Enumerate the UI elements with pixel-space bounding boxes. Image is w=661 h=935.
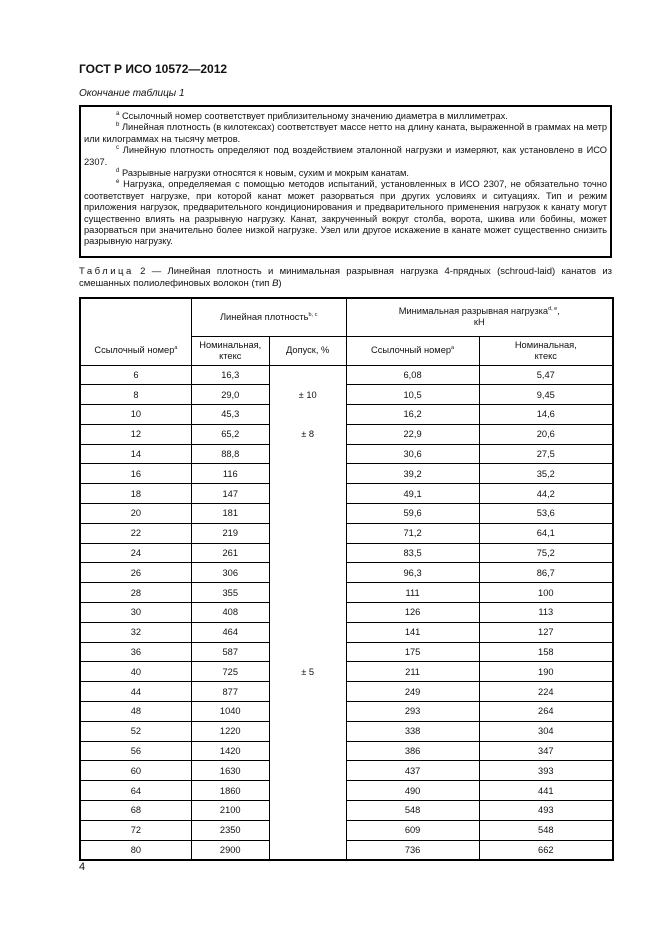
table-row bbox=[80, 543, 613, 563]
cell-nominal-ktex: 877 bbox=[191, 682, 269, 702]
cell-tolerance bbox=[269, 702, 346, 722]
cell-nominal-ktex: 1860 bbox=[191, 781, 269, 801]
footnote-text: Линейную плотность определяют под воздействием эталонной нагрузки и измеряют, как установлено в ИСО 2307. bbox=[84, 145, 608, 167]
cell-nominal-ktex: 1220 bbox=[191, 721, 269, 741]
cell-nominal-ktex: 45,3 bbox=[191, 405, 269, 425]
cell-break-nominal: 190 bbox=[479, 662, 613, 682]
cell-tolerance bbox=[269, 781, 346, 801]
cell-nominal-ktex: 408 bbox=[191, 603, 269, 623]
cell-ref-number: 26 bbox=[80, 563, 191, 583]
cell-nominal-ktex: 2100 bbox=[191, 801, 269, 821]
footnote bbox=[84, 145, 607, 168]
cell-nominal-ktex: 1630 bbox=[191, 761, 269, 781]
cell-break-nominal: 548 bbox=[479, 820, 613, 840]
cell-ref-number: 16 bbox=[80, 464, 191, 484]
cell-break-ref: 490 bbox=[346, 781, 479, 801]
table-row bbox=[80, 385, 613, 405]
table-continuation-caption: Окончание таблицы 1 bbox=[79, 88, 185, 99]
footnote-mark: c bbox=[116, 145, 119, 152]
cell-break-ref: 30,6 bbox=[346, 444, 479, 464]
cell-ref-number: 44 bbox=[80, 682, 191, 702]
cell-tolerance bbox=[269, 622, 346, 642]
cell-nominal-ktex: 16,3 bbox=[191, 365, 269, 385]
footnote bbox=[84, 179, 607, 247]
cell-break-ref: 22,9 bbox=[346, 424, 479, 444]
caption-text-end: ) bbox=[278, 278, 282, 289]
cell-tolerance bbox=[269, 741, 346, 761]
cell-break-ref: 736 bbox=[346, 840, 479, 860]
table-row bbox=[80, 365, 613, 385]
table-row bbox=[80, 504, 613, 524]
header-tolerance: Допуск, % bbox=[269, 336, 346, 365]
footnote-mark: a bbox=[116, 110, 120, 117]
cell-ref-number: 56 bbox=[80, 741, 191, 761]
cell-break-ref: 437 bbox=[346, 761, 479, 781]
cell-ref-number: 72 bbox=[80, 820, 191, 840]
cell-break-ref: 59,6 bbox=[346, 504, 479, 524]
cell-break-nominal: 662 bbox=[479, 840, 613, 860]
table-row bbox=[80, 721, 613, 741]
cell-break-ref: 10,5 bbox=[346, 385, 479, 405]
footnote-mark: d bbox=[116, 167, 120, 174]
cell-break-nominal: 304 bbox=[479, 721, 613, 741]
cell-ref-number: 28 bbox=[80, 583, 191, 603]
cell-break-ref: 96,3 bbox=[346, 563, 479, 583]
footnote-text: Ссылочный номер соответствует приблизительному значению диаметра в миллиметрах. bbox=[121, 111, 508, 121]
cell-nominal-ktex: 725 bbox=[191, 662, 269, 682]
cell-ref-number: 12 bbox=[80, 424, 191, 444]
cell-nominal-ktex: 2350 bbox=[191, 820, 269, 840]
table-row bbox=[80, 840, 613, 860]
cell-tolerance bbox=[269, 820, 346, 840]
cell-break-ref: 71,2 bbox=[346, 523, 479, 543]
caption-text: — Линейная плотность и минимальная разрывная нагрузка 4-прядных (schroud-laid) канатов из смешанных полиолефиновых волокон (тип bbox=[79, 266, 613, 289]
cell-ref-number: 48 bbox=[80, 702, 191, 722]
cell-break-ref: 293 bbox=[346, 702, 479, 722]
cell-ref-number: 52 bbox=[80, 721, 191, 741]
cell-tolerance bbox=[269, 603, 346, 623]
table-row bbox=[80, 464, 613, 484]
cell-nominal-ktex: 587 bbox=[191, 642, 269, 662]
cell-break-ref: 609 bbox=[346, 820, 479, 840]
cell-tolerance bbox=[269, 484, 346, 504]
footnote-text: Разрывные нагрузки относятся к новым, сухим и мокрым канатам. bbox=[121, 168, 409, 179]
cell-ref-number: 14 bbox=[80, 444, 191, 464]
cell-break-nominal: 20,6 bbox=[479, 424, 613, 444]
cell-break-ref: 141 bbox=[346, 622, 479, 642]
cell-tolerance bbox=[269, 504, 346, 524]
cell-break-ref: 548 bbox=[346, 801, 479, 821]
caption-type-letter: B bbox=[272, 278, 279, 289]
cell-tolerance: ± 8 bbox=[269, 424, 346, 444]
cell-ref-number: 64 bbox=[80, 781, 191, 801]
cell-tolerance bbox=[269, 761, 346, 781]
table-row bbox=[80, 682, 613, 702]
footnote-mark: e bbox=[116, 179, 120, 186]
footnote bbox=[84, 168, 607, 179]
table-row bbox=[80, 444, 613, 464]
table-row bbox=[80, 702, 613, 722]
table-footnotes-box bbox=[79, 105, 612, 258]
table-row bbox=[80, 761, 613, 781]
cell-nominal-ktex: 261 bbox=[191, 543, 269, 563]
cell-ref-number: 6 bbox=[80, 365, 191, 385]
cell-nominal-ktex: 464 bbox=[191, 622, 269, 642]
cell-nominal-ktex: 355 bbox=[191, 583, 269, 603]
header-break-nominal: Номинальная, ктекс bbox=[479, 336, 613, 365]
table-row bbox=[80, 801, 613, 821]
cell-break-ref: 16,2 bbox=[346, 405, 479, 425]
cell-break-nominal: 35,2 bbox=[479, 464, 613, 484]
cell-break-nominal: 5,47 bbox=[479, 365, 613, 385]
header-ref-number: Ссылочный номер$^a$ bbox=[80, 298, 191, 365]
cell-tolerance bbox=[269, 405, 346, 425]
footnote-text: Нагрузка, определяемая с помощью методов испытаний, установленных в ИСО 2307, не обязательно точно соответствует нагрузке, при которой канат может разорваться при других условиях и ситуациях. Тип и режим приложения нагрузок, предварительного кондиционирования и предварительного применения нагрузок к канату могут существенно влиять на разрывную нагрузку. Канат, закрученный вокруг столба, ворота, шкива или бобины, может разорваться при значительно более низкой нагрузке. Узел или другое искажение в канате может существенно снизить разрывную нагрузку. bbox=[84, 179, 607, 247]
cell-ref-number: 36 bbox=[80, 642, 191, 662]
cell-nominal-ktex: 29,0 bbox=[191, 385, 269, 405]
page-number: 4 bbox=[79, 861, 86, 873]
table-row bbox=[80, 523, 613, 543]
cell-break-ref: 249 bbox=[346, 682, 479, 702]
footnote-text: Линейная плотность (в килотексах) соответствует массе нетто на длину каната, выраженной в граммах на метр или килограммах на тысячу метров. bbox=[84, 122, 607, 144]
cell-nominal-ktex: 181 bbox=[191, 504, 269, 524]
table-row bbox=[80, 741, 613, 761]
cell-break-nominal: 27,5 bbox=[479, 444, 613, 464]
cell-break-nominal: 9,45 bbox=[479, 385, 613, 405]
cell-break-nominal: 441 bbox=[479, 781, 613, 801]
cell-break-nominal: 347 bbox=[479, 741, 613, 761]
table-row bbox=[80, 405, 613, 425]
cell-break-ref: 175 bbox=[346, 642, 479, 662]
cell-break-ref: 386 bbox=[346, 741, 479, 761]
table-row bbox=[80, 583, 613, 603]
cell-tolerance bbox=[269, 563, 346, 583]
cell-nominal-ktex: 306 bbox=[191, 563, 269, 583]
cell-break-ref: 49,1 bbox=[346, 484, 479, 504]
cell-nominal-ktex: 1420 bbox=[191, 741, 269, 761]
table-row bbox=[80, 781, 613, 801]
table-row bbox=[80, 484, 613, 504]
cell-ref-number: 20 bbox=[80, 504, 191, 524]
cell-break-nominal: 100 bbox=[479, 583, 613, 603]
table-row bbox=[80, 642, 613, 662]
cell-tolerance bbox=[269, 523, 346, 543]
cell-break-nominal: 44,2 bbox=[479, 484, 613, 504]
table-row bbox=[80, 563, 613, 583]
cell-ref-number: 24 bbox=[80, 543, 191, 563]
cell-break-ref: 211 bbox=[346, 662, 479, 682]
cell-break-nominal: 113 bbox=[479, 603, 613, 623]
cell-tolerance bbox=[269, 543, 346, 563]
table-row bbox=[80, 622, 613, 642]
cell-nominal-ktex: 88,8 bbox=[191, 444, 269, 464]
header-nominal-ktex: Номинальная, ктекс bbox=[191, 336, 269, 365]
cell-tolerance: ± 10 bbox=[269, 385, 346, 405]
cell-break-nominal: 264 bbox=[479, 702, 613, 722]
table-row bbox=[80, 603, 613, 623]
footnote-mark: b bbox=[116, 122, 120, 129]
document-header: ГОСТ Р ИСО 10572—2012 bbox=[79, 62, 228, 76]
header-break-ref-number: Ссылочный номер$^a$ bbox=[346, 336, 479, 365]
cell-ref-number: 30 bbox=[80, 603, 191, 623]
cell-tolerance bbox=[269, 444, 346, 464]
cell-tolerance bbox=[269, 583, 346, 603]
data-table bbox=[79, 297, 614, 861]
cell-break-nominal: 158 bbox=[479, 642, 613, 662]
table-caption bbox=[79, 266, 612, 290]
cell-tolerance bbox=[269, 642, 346, 662]
cell-ref-number: 18 bbox=[80, 484, 191, 504]
caption-number: 2 bbox=[140, 266, 146, 277]
cell-break-nominal: 14,6 bbox=[479, 405, 613, 425]
cell-nominal-ktex: 147 bbox=[191, 484, 269, 504]
cell-ref-number: 10 bbox=[80, 405, 191, 425]
header-min-breaking-load: Минимальная разрывная нагрузка$^{d, e}$, кН bbox=[346, 298, 613, 336]
cell-break-ref: 39,2 bbox=[346, 464, 479, 484]
cell-tolerance: ± 5 bbox=[269, 662, 346, 682]
cell-ref-number: 80 bbox=[80, 840, 191, 860]
cell-break-nominal: 493 bbox=[479, 801, 613, 821]
cell-break-ref: 83,5 bbox=[346, 543, 479, 563]
cell-break-nominal: 224 bbox=[479, 682, 613, 702]
cell-nominal-ktex: 2900 bbox=[191, 840, 269, 860]
caption-label: Таблица bbox=[79, 266, 134, 277]
cell-break-nominal: 86,7 bbox=[479, 563, 613, 583]
cell-break-nominal: 53,6 bbox=[479, 504, 613, 524]
cell-break-ref: 111 bbox=[346, 583, 479, 603]
cell-nominal-ktex: 65,2 bbox=[191, 424, 269, 444]
cell-break-ref: 6,08 bbox=[346, 365, 479, 385]
table-row bbox=[80, 424, 613, 444]
cell-ref-number: 40 bbox=[80, 662, 191, 682]
cell-ref-number: 22 bbox=[80, 523, 191, 543]
header-linear-density: Линейная плотность$^{b, c}$ bbox=[191, 298, 346, 336]
cell-break-ref: 338 bbox=[346, 721, 479, 741]
footnote bbox=[84, 111, 607, 122]
cell-ref-number: 60 bbox=[80, 761, 191, 781]
cell-tolerance bbox=[269, 682, 346, 702]
cell-break-nominal: 75,2 bbox=[479, 543, 613, 563]
cell-ref-number: 32 bbox=[80, 622, 191, 642]
cell-tolerance bbox=[269, 464, 346, 484]
cell-break-nominal: 127 bbox=[479, 622, 613, 642]
table-row bbox=[80, 820, 613, 840]
cell-nominal-ktex: 219 bbox=[191, 523, 269, 543]
cell-tolerance bbox=[269, 840, 346, 860]
cell-ref-number: 8 bbox=[80, 385, 191, 405]
cell-break-ref: 126 bbox=[346, 603, 479, 623]
table-row bbox=[80, 662, 613, 682]
footnote bbox=[84, 122, 607, 145]
cell-break-nominal: 393 bbox=[479, 761, 613, 781]
cell-tolerance bbox=[269, 721, 346, 741]
cell-ref-number: 68 bbox=[80, 801, 191, 821]
cell-tolerance bbox=[269, 801, 346, 821]
cell-break-nominal: 64,1 bbox=[479, 523, 613, 543]
cell-tolerance bbox=[269, 365, 346, 385]
cell-nominal-ktex: 116 bbox=[191, 464, 269, 484]
cell-nominal-ktex: 1040 bbox=[191, 702, 269, 722]
